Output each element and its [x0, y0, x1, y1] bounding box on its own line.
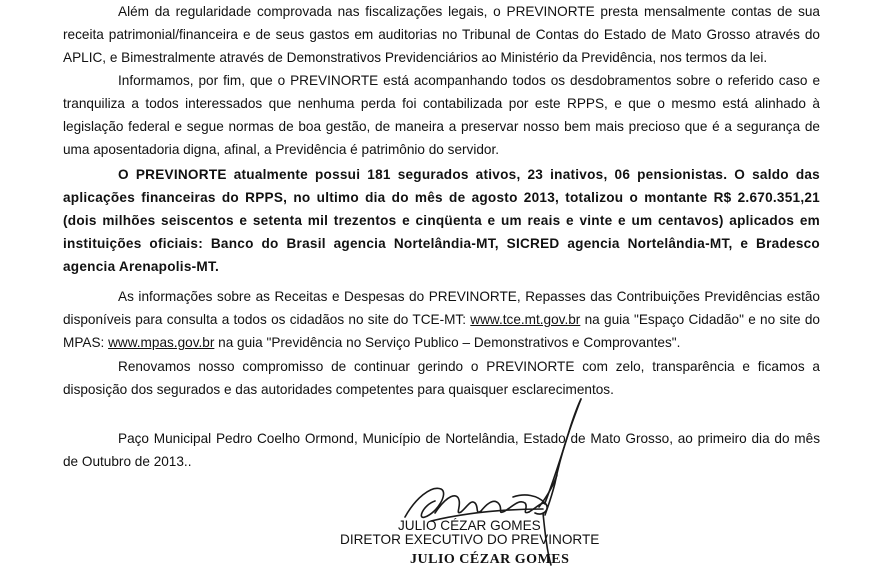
info-text-part1: As informações sobre as Receitas e Despesas do PREVINORTE, Repasses das Contribuições Previdências estão disponíveis para consulta a todos os cidadãos no site do TCE-MT:: [63, 289, 820, 327]
signatory-stamp: JULIO CÉZAR GOMES: [410, 552, 570, 567]
tce-link[interactable]: www.tce.mt.gov.br: [470, 312, 581, 327]
info-text-part3: na guia "Previdência no Serviço Publico – Demonstrativos e Comprovantes".: [214, 335, 681, 350]
info-text-part2: na guia "Espaço Cidadão" e no site do MPAS:: [63, 312, 820, 350]
paragraph-accountability: Além da regularidade comprovada nas fiscalizações legais, o PREVINORTE presta mensalmente contas de sua receita patrimonial/financeira e de seus gastos em auditorias no Tribunal de Contas do Estado de Mato Grosso através do APLIC, e Bimestralmente através de Demonstrativos Previdenciários ao Ministério da Previdência, nos termos da lei.: [63, 4, 820, 65]
paragraph-commitment: Renovamos nosso compromisso de continuar gerindo o PREVINORTE com zelo, transparência e ficamos a disposição dos segurados e das autoridades competentes para quaisquer esclarecimentos.: [63, 359, 820, 397]
paragraph-information-sources: [63, 285, 820, 354]
paragraph-place-date: Paço Municipal Pedro Coelho Ormond, Município de Nortelândia, Estado de Mato Grosso, ao primeiro dia do mês de Outubro de 2013..: [63, 431, 820, 469]
mpas-link[interactable]: www.mpas.gov.br: [108, 335, 215, 350]
signatory-name: JULIO CÉZAR GOMES: [398, 518, 541, 533]
paragraph-monitoring: Informamos, por fim, que o PREVINORTE está acompanhando todos os desdobramentos sobre o referido caso e tranquiliza a todos interessados que nenhuma perda foi contabilizada por este RPPS, e que o mesmo está alinhado à legislação federal e segue normas de boa gestão, de maneira a preservar nosso bem mais precioso que é a segurança de uma aposentadoria digna, afinal, a Previdência é patrimônio do servidor.: [63, 73, 820, 157]
paragraph-financial-summary: O PREVINORTE atualmente possui 181 segurados ativos, 23 inativos, 06 pensionistas. O saldo das aplicações financeiras do RPPS, no ultimo dia do mês de agosto 2013, totalizou o montante R$ 2.670.351,21 (dois milhões seiscentos e setenta mil trezentos e cinqüenta e um reais e vinte e um centavos) aplicados em instituições oficiais: Banco do Brasil agencia Nortelândia-MT, SICRED agencia Nortelândia-MT, e Bradesco agencia Arenapolis-MT.: [63, 167, 820, 274]
signatory-title: DIRETOR EXECUTIVO DO PREVINORTE: [340, 532, 600, 547]
